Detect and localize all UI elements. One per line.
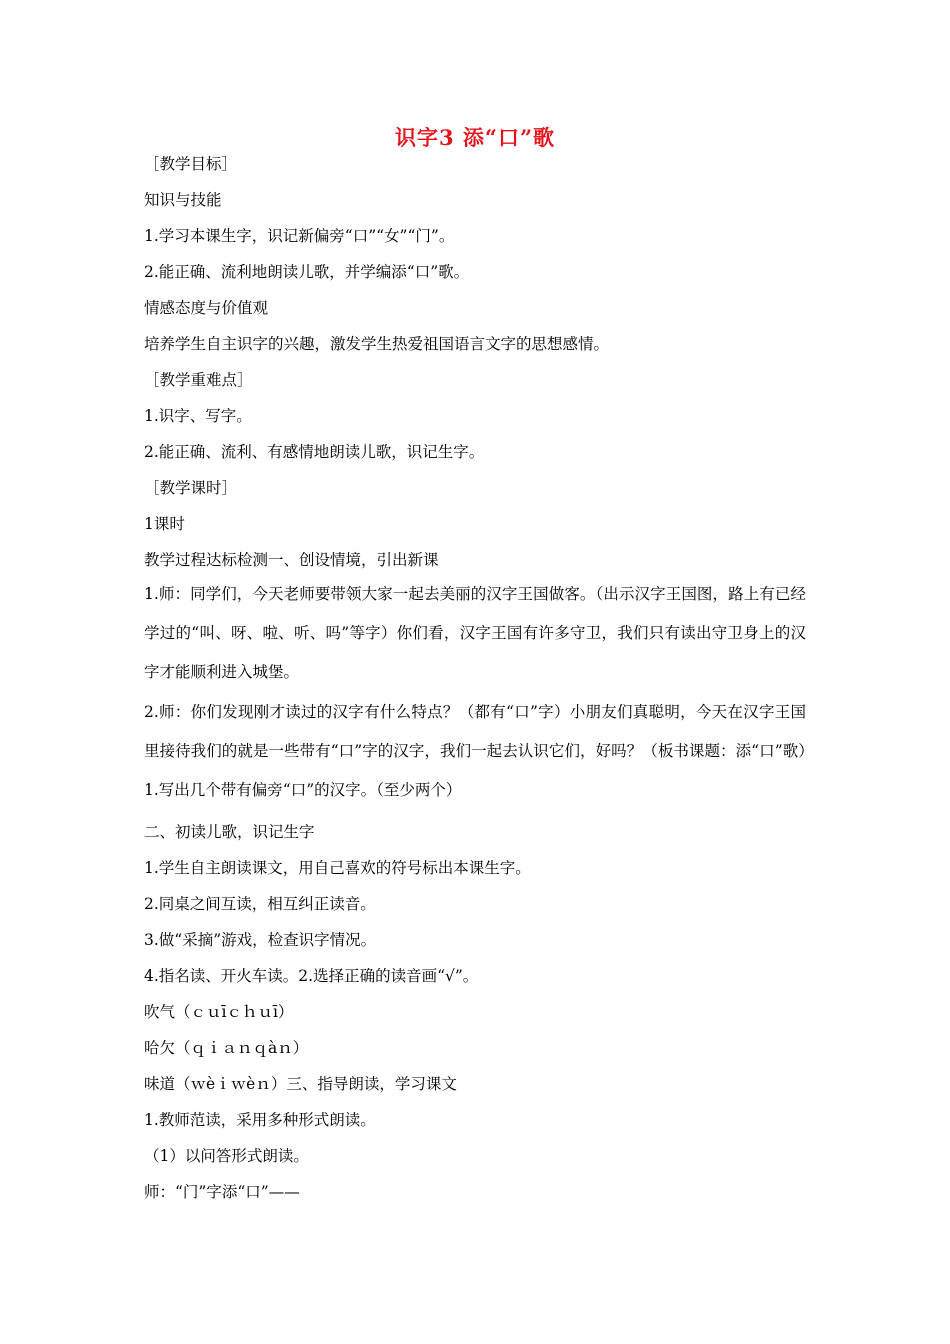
text-line: 1.学习本课生字，识记新偏旁“口”“女”“门”。 bbox=[144, 227, 455, 245]
subheading-emotion: 情感态度与价值观 bbox=[144, 299, 269, 317]
section-heading-reading: 二、初读儿歌，识记生字 bbox=[144, 823, 315, 841]
text-line: 4.指名读、开火车读。2.选择正确的读音画“√”。 bbox=[144, 967, 479, 985]
pinyin-line: 吹气（ｃｕīｃｈｕī） bbox=[144, 1003, 294, 1021]
text-line: 1课时 bbox=[144, 515, 185, 533]
text-line: 教学过程达标检测一、创设情境，引出新课 bbox=[144, 551, 439, 569]
text-line: 2.能正确、流利、有感情地朗读儿歌，识记生字。 bbox=[144, 443, 485, 461]
document-title: 识字3 添“口”歌 bbox=[394, 125, 556, 150]
section-heading-goals: ［教学目标］ bbox=[144, 155, 238, 173]
paragraph-1: 1.师：同学们，今天老师要带领大家一起去美丽的汉字王国做客。（出示汉字王国图，路上有已经学过的“叫、呀、啦、听、吗”等字）你们看，汉字王国有许多守卫，我们只有读出守卫身上的汉字才能顺利进入城堡。 bbox=[144, 585, 806, 681]
text-line: （1）以问答形式朗读。 bbox=[144, 1147, 309, 1165]
text-line: 2.能正确、流利地朗读儿歌，并学编添“口”歌。 bbox=[144, 263, 470, 281]
text-line: 1.学生自主朗读课文，用自己喜欢的符号标出本课生字。 bbox=[144, 859, 531, 877]
text-line: 1.教师范读，采用多种形式朗读。 bbox=[144, 1111, 376, 1129]
subheading-knowledge: 知识与技能 bbox=[144, 191, 222, 209]
section-heading-periods: ［教学课时］ bbox=[144, 479, 238, 497]
paragraph-2: 2.师：你们发现刚才读过的汉字有什么特点？（都有“口”字）小朋友们真聪明，今天在汉字王国里接待我们的就是一些带有“口”字的汉字，我们一起去认识它们，好吗？（板书课题：添“口”歌）1.写出几个带有偏旁“口”的汉字。（至少两个） bbox=[144, 703, 806, 799]
text-line: 培养学生自主识字的兴趣，激发学生热爱祖国语言文字的思想感情。 bbox=[144, 335, 610, 353]
section-heading-key-points: ［教学重难点］ bbox=[144, 371, 253, 389]
text-line: 师：“门”字添“口”—— bbox=[144, 1183, 300, 1201]
text-line: 3.做“采摘”游戏，检查识字情况。 bbox=[144, 931, 377, 949]
pinyin-line: 哈欠（ｑｉａｎｑàｎ） bbox=[144, 1039, 309, 1057]
pinyin-line: 味道（ｗèｉｗèｎ）三、指导朗读，学习课文 bbox=[144, 1075, 457, 1093]
text-line: 1.识字、写字。 bbox=[144, 407, 252, 425]
text-line: 2.同桌之间互读，相互纠正读音。 bbox=[144, 895, 376, 913]
